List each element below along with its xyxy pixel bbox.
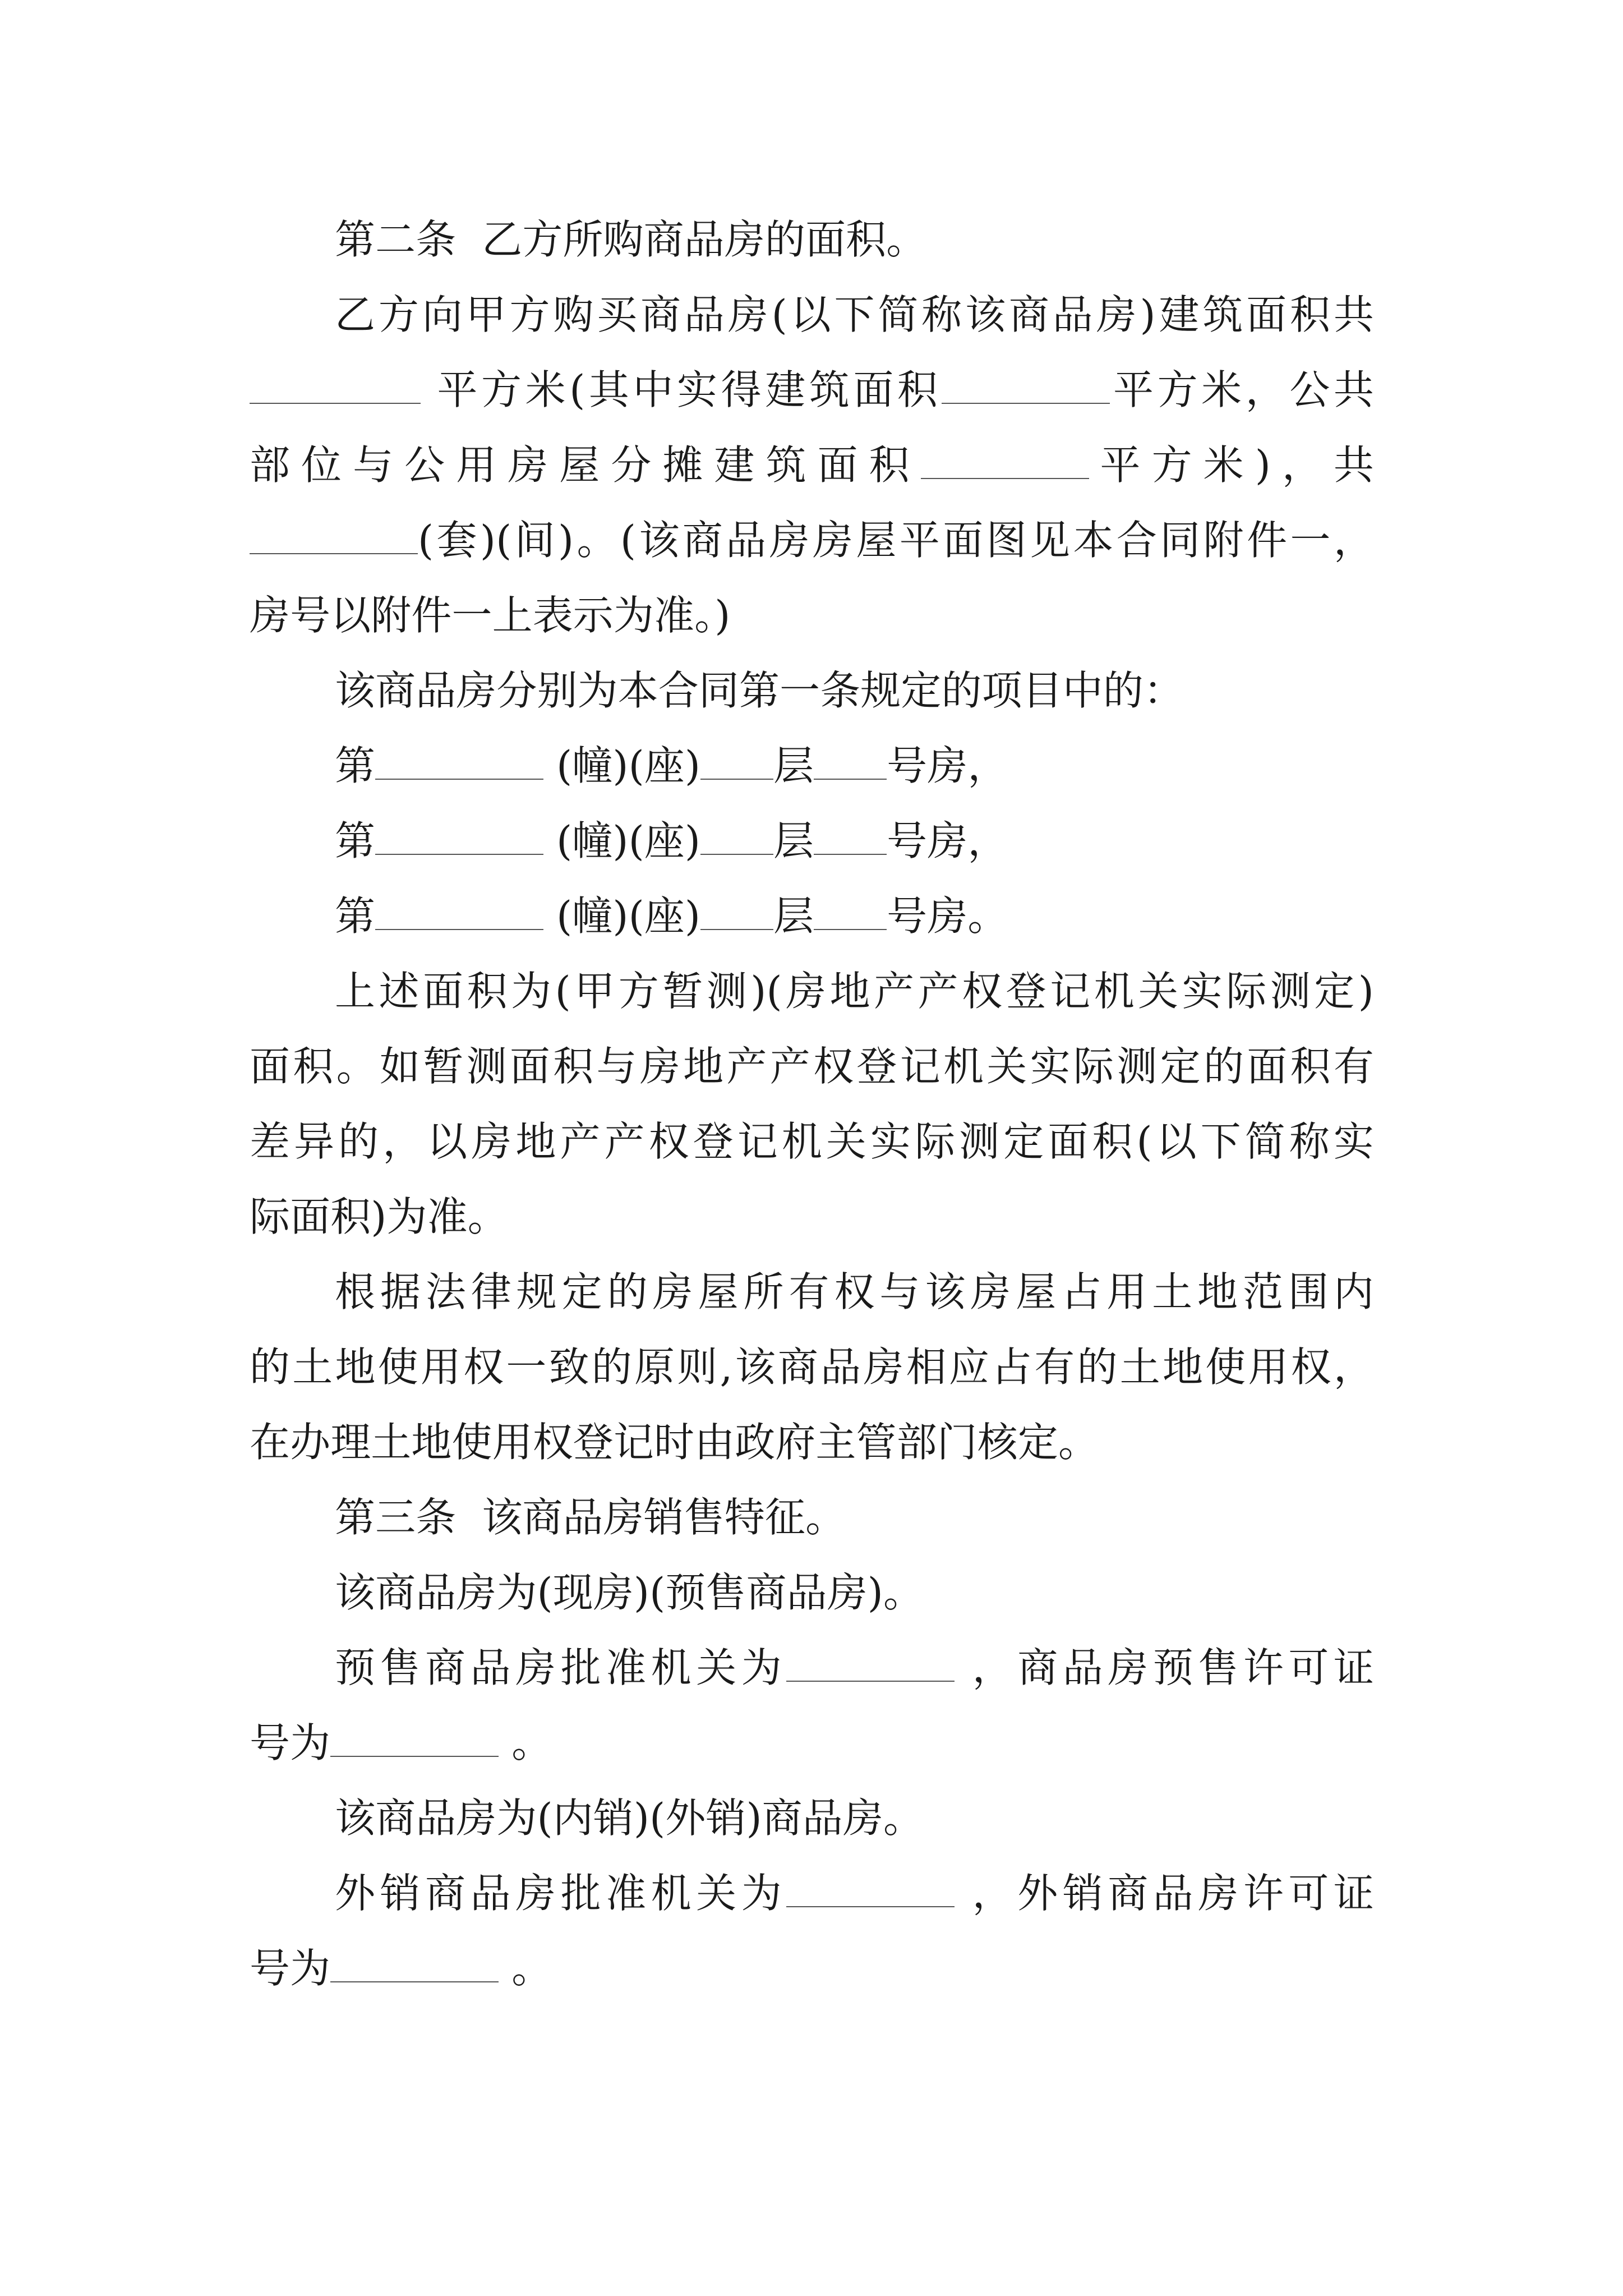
article-2-line-2: 平方米(其中实得建筑面积 平方米，公共	[250, 352, 1374, 427]
blank-floor-no	[700, 892, 773, 930]
article-2-line-1: 乙方向甲方购买商品房(以下简称该商品房)建筑面积共	[335, 291, 1374, 338]
presale-line-2: 号为 。	[250, 1719, 552, 1766]
blank-building-no	[375, 817, 543, 855]
blank-export-permit-no	[330, 1945, 499, 1982]
export-line-2: 号为 。	[250, 1945, 552, 1992]
unit-line-2: 第 (幢)(座) 层 号房，	[335, 817, 1008, 864]
document-body	[250, 202, 1374, 2006]
blank-export-authority	[786, 1870, 955, 1907]
sale-type-line: 该商品房为(内销)(外销)商品房。	[335, 1795, 924, 1842]
article-2-heading: 第二条 乙方所购商品房的面积。	[335, 216, 927, 263]
land-note-line-2: 的土地使用权一致的原则,该商品房相应占有的土地使用权，	[250, 1343, 1374, 1391]
blank-shared-area	[921, 441, 1089, 479]
blank-unit-count	[250, 517, 418, 554]
blank-building-no	[375, 892, 543, 930]
article-3-heading: 第三条 该商品房销售特征。	[335, 1494, 846, 1541]
blank-building-area	[250, 366, 421, 404]
article-2-line-5: 房号以附件一上表示为准。)	[250, 592, 731, 639]
blank-room-no	[814, 892, 887, 930]
blank-floor-no	[700, 742, 773, 780]
area-note-line-3: 差异的，以房地产产权登记机关实际测定面积(以下简称实	[250, 1118, 1374, 1165]
blank-floor-no	[700, 817, 773, 855]
unit-line-1: 第 (幢)(座) 层 号房，	[335, 742, 1008, 789]
blank-actual-area	[942, 366, 1110, 404]
export-line-1: 外销商品房批准机关为 ，外销商品房许可证	[335, 1870, 1374, 1917]
blank-building-no	[375, 742, 543, 780]
article-2-line-3: 部位与公用房屋分摊建筑面积 平方米)，共	[250, 441, 1374, 489]
blank-room-no	[814, 742, 887, 780]
blank-presale-permit-no	[330, 1719, 499, 1757]
presale-line-1: 预售商品房批准机关为 ，商品房预售许可证	[335, 1644, 1374, 1691]
blank-presale-authority	[786, 1644, 955, 1682]
land-note-line-1: 根据法律规定的房屋所有权与该房屋占用土地范围内	[335, 1268, 1374, 1315]
area-note-line-2: 面积。如暂测面积与房地产产权登记机关实际测定的面积有	[250, 1043, 1374, 1090]
units-intro: 该商品房分别为本合同第一条规定的项目中的：	[335, 667, 1184, 714]
article-2-line-4: (套)(间)。(该商品房房屋平面图见本合同附件一，	[250, 503, 1374, 578]
land-note-line-3: 在办理土地使用权登记时由政府主管部门核定。	[250, 1419, 1099, 1466]
blank-room-no	[814, 817, 887, 855]
area-note-line-4: 际面积)为准。	[250, 1193, 508, 1240]
unit-line-3: 第 (幢)(座) 层 号房。	[335, 892, 1008, 940]
area-note-line-1: 上述面积为(甲方暂测)(房地产产权登记机关实际测定)	[335, 968, 1374, 1015]
sale-status-line: 该商品房为(现房)(预售商品房)。	[335, 1569, 924, 1616]
